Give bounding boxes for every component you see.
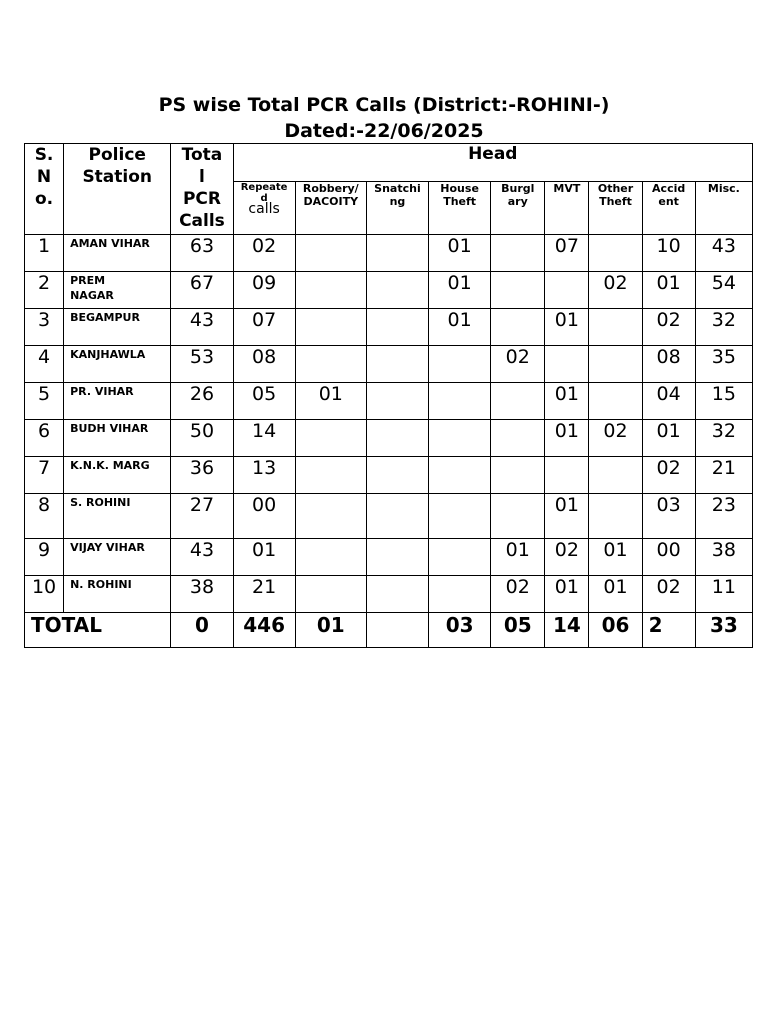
total-cell-total: 0 [171, 613, 233, 648]
cell-accident: 02 [642, 457, 695, 494]
cell-accident: 02 [642, 576, 695, 613]
header-repeated-line: calls [248, 201, 280, 217]
table-row [25, 272, 753, 309]
table-header-row [25, 144, 753, 182]
cell-robbery [295, 494, 366, 539]
header-misc: Misc. [695, 182, 752, 235]
station-name-line: K.N.K. MARG [70, 459, 150, 472]
header-robbery [295, 182, 366, 235]
cell-misc: 32 [695, 420, 752, 457]
cell-mvt [545, 272, 589, 309]
cell-repeated: 02 [233, 235, 295, 272]
header-burglary-line: ary [507, 195, 528, 208]
cell-accident: 00 [642, 539, 695, 576]
total-cell-snatching [366, 613, 428, 648]
cell-sno: 6 [25, 420, 64, 457]
cell-sno: 2 [25, 272, 64, 309]
cell-house-theft: 01 [429, 235, 491, 272]
header-police-station [64, 144, 171, 235]
table-total-row [25, 613, 753, 648]
cell-accident: 04 [642, 383, 695, 420]
cell-robbery [295, 420, 366, 457]
header-total-line: PCR [182, 189, 221, 209]
cell-house-theft [429, 383, 491, 420]
cell-accident: 03 [642, 494, 695, 539]
header-snatching-line: Snatchi [374, 182, 421, 195]
cell-sno: 10 [25, 576, 64, 613]
header-total-pcr-calls [171, 144, 233, 235]
cell-house-theft: 01 [429, 272, 491, 309]
station-name-line: VIJAY VIHAR [70, 541, 145, 554]
header-station-line: Station [82, 167, 153, 187]
header-robbery-line: Robbery/ [302, 182, 359, 195]
cell-police-station [64, 272, 171, 309]
cell-misc: 35 [695, 346, 752, 383]
cell-house-theft [429, 539, 491, 576]
cell-snatching [366, 235, 428, 272]
cell-sno: 7 [25, 457, 64, 494]
cell-house-theft [429, 457, 491, 494]
station-name-line: PREM [70, 274, 106, 287]
cell-mvt [545, 346, 589, 383]
cell-burglary [491, 309, 545, 346]
cell-sno: 8 [25, 494, 64, 539]
header-total-line: l [199, 167, 205, 187]
cell-burglary [491, 383, 545, 420]
total-cell-robbery: 01 [295, 613, 366, 648]
header-snatching-line: ng [389, 195, 406, 208]
cell-mvt [545, 457, 589, 494]
cell-total: 26 [171, 383, 233, 420]
cell-other-theft: 01 [589, 539, 642, 576]
cell-other-theft: 02 [589, 272, 642, 309]
cell-repeated: 09 [233, 272, 295, 309]
header-house-theft-line: Theft [443, 195, 477, 208]
cell-other-theft: 01 [589, 576, 642, 613]
station-name-line: BUDH VIHAR [70, 422, 149, 435]
header-house-theft [429, 182, 491, 235]
cell-police-station [64, 494, 171, 539]
cell-snatching [366, 457, 428, 494]
cell-snatching [366, 346, 428, 383]
cell-house-theft [429, 420, 491, 457]
cell-robbery [295, 235, 366, 272]
header-burglary-line: Burgl [501, 182, 535, 195]
cell-sno: 9 [25, 539, 64, 576]
cell-other-theft [589, 494, 642, 539]
cell-total: 38 [171, 576, 233, 613]
table-row [25, 309, 753, 346]
header-accident-line: Accid [652, 182, 686, 195]
cell-accident: 02 [642, 309, 695, 346]
cell-mvt: 07 [545, 235, 589, 272]
station-name-line: S. ROHINI [70, 496, 131, 509]
total-cell-house-theft: 03 [429, 613, 491, 648]
header-total-line: Calls [179, 211, 225, 231]
header-repeated-calls [233, 182, 295, 235]
cell-robbery [295, 576, 366, 613]
cell-mvt: 01 [545, 494, 589, 539]
cell-mvt: 02 [545, 539, 589, 576]
table-row [25, 576, 753, 613]
cell-sno: 3 [25, 309, 64, 346]
document-date: Dated:-22/06/2025 [284, 120, 484, 142]
cell-total: 53 [171, 346, 233, 383]
total-cell-mvt: 14 [545, 613, 589, 648]
cell-robbery [295, 539, 366, 576]
header-sno-line: S. [34, 145, 54, 165]
header-station-line: Police [88, 145, 146, 165]
station-name-line: N. ROHINI [70, 578, 132, 591]
cell-police-station [64, 383, 171, 420]
header-repeated-line: Repeate [240, 182, 288, 193]
cell-house-theft: 01 [429, 309, 491, 346]
cell-burglary [491, 494, 545, 539]
header-other-theft-line: Other [597, 182, 634, 195]
station-name-line: BEGAMPUR [70, 311, 140, 324]
cell-mvt: 01 [545, 420, 589, 457]
cell-police-station [64, 309, 171, 346]
cell-total: 36 [171, 457, 233, 494]
cell-other-theft [589, 235, 642, 272]
header-head: Head [233, 144, 752, 182]
cell-total: 43 [171, 309, 233, 346]
cell-snatching [366, 420, 428, 457]
header-sno-line: N [36, 167, 52, 187]
cell-repeated: 14 [233, 420, 295, 457]
cell-sno: 4 [25, 346, 64, 383]
cell-repeated: 13 [233, 457, 295, 494]
station-name-line: NAGAR [70, 289, 114, 302]
header-house-theft-line: House [440, 182, 479, 195]
cell-total: 50 [171, 420, 233, 457]
cell-snatching [366, 576, 428, 613]
cell-repeated: 08 [233, 346, 295, 383]
cell-accident: 08 [642, 346, 695, 383]
cell-burglary [491, 235, 545, 272]
cell-misc: 23 [695, 494, 752, 539]
cell-total: 63 [171, 235, 233, 272]
header-other-theft-line: Theft [599, 195, 632, 208]
cell-repeated: 01 [233, 539, 295, 576]
cell-misc: 15 [695, 383, 752, 420]
table-row [25, 383, 753, 420]
cell-repeated: 05 [233, 383, 295, 420]
cell-house-theft [429, 346, 491, 383]
cell-snatching [366, 272, 428, 309]
cell-robbery [295, 457, 366, 494]
station-name-line: PR. VIHAR [70, 385, 134, 398]
cell-burglary: 02 [491, 346, 545, 383]
header-repeated-line: d [260, 193, 268, 204]
cell-repeated: 00 [233, 494, 295, 539]
cell-house-theft [429, 494, 491, 539]
header-other-theft [589, 182, 642, 235]
cell-misc: 21 [695, 457, 752, 494]
header-sno-line: o. [34, 189, 54, 209]
header-total-line: Tota [181, 145, 223, 165]
cell-police-station [64, 576, 171, 613]
cell-police-station [64, 346, 171, 383]
cell-snatching [366, 309, 428, 346]
cell-sno: 1 [25, 235, 64, 272]
cell-misc: 54 [695, 272, 752, 309]
cell-misc: 38 [695, 539, 752, 576]
total-cell-repeated: 446 [233, 613, 295, 648]
cell-burglary [491, 272, 545, 309]
header-mvt: MVT [545, 182, 589, 235]
table-row [25, 494, 753, 539]
table-body [25, 235, 753, 613]
header-burglary [491, 182, 545, 235]
cell-burglary: 01 [491, 539, 545, 576]
cell-mvt: 01 [545, 383, 589, 420]
cell-repeated: 07 [233, 309, 295, 346]
cell-snatching [366, 494, 428, 539]
cell-burglary: 02 [491, 576, 545, 613]
cell-robbery [295, 346, 366, 383]
total-cell-accident: 2 [642, 613, 695, 648]
total-label: TOTAL [25, 613, 171, 648]
cell-misc: 32 [695, 309, 752, 346]
table-row [25, 346, 753, 383]
document-title: PS wise Total PCR Calls (District:-ROHINI-) [158, 94, 610, 116]
header-accident-line: ent [658, 195, 679, 208]
cell-other-theft [589, 309, 642, 346]
header-robbery-line: DACOITY [303, 195, 359, 208]
total-cell-other-theft: 06 [589, 613, 642, 648]
cell-accident: 10 [642, 235, 695, 272]
cell-police-station [64, 235, 171, 272]
header-snatching [366, 182, 428, 235]
total-cell-misc: 33 [695, 613, 752, 648]
cell-robbery [295, 272, 366, 309]
table-row [25, 457, 753, 494]
cell-police-station [64, 420, 171, 457]
cell-burglary [491, 457, 545, 494]
cell-other-theft: 02 [589, 420, 642, 457]
total-cell-burglary: 05 [491, 613, 545, 648]
cell-house-theft [429, 576, 491, 613]
cell-misc: 43 [695, 235, 752, 272]
cell-robbery: 01 [295, 383, 366, 420]
station-name-line: AMAN VIHAR [70, 237, 150, 250]
cell-other-theft [589, 346, 642, 383]
header-accident [642, 182, 695, 235]
cell-mvt: 01 [545, 309, 589, 346]
cell-total: 67 [171, 272, 233, 309]
cell-snatching [366, 383, 428, 420]
cell-other-theft [589, 383, 642, 420]
cell-burglary [491, 420, 545, 457]
cell-accident: 01 [642, 420, 695, 457]
cell-total: 27 [171, 494, 233, 539]
cell-police-station [64, 539, 171, 576]
cell-police-station [64, 457, 171, 494]
table-row [25, 235, 753, 272]
header-sno [25, 144, 64, 235]
cell-mvt: 01 [545, 576, 589, 613]
cell-total: 43 [171, 539, 233, 576]
table-row [25, 539, 753, 576]
cell-snatching [366, 539, 428, 576]
cell-repeated: 21 [233, 576, 295, 613]
station-name-line: KANJHAWLA [70, 348, 146, 361]
cell-misc: 11 [695, 576, 752, 613]
cell-sno: 5 [25, 383, 64, 420]
cell-other-theft [589, 457, 642, 494]
cell-accident: 01 [642, 272, 695, 309]
table-row [25, 420, 753, 457]
pcr-calls-table [24, 143, 753, 648]
cell-robbery [295, 309, 366, 346]
